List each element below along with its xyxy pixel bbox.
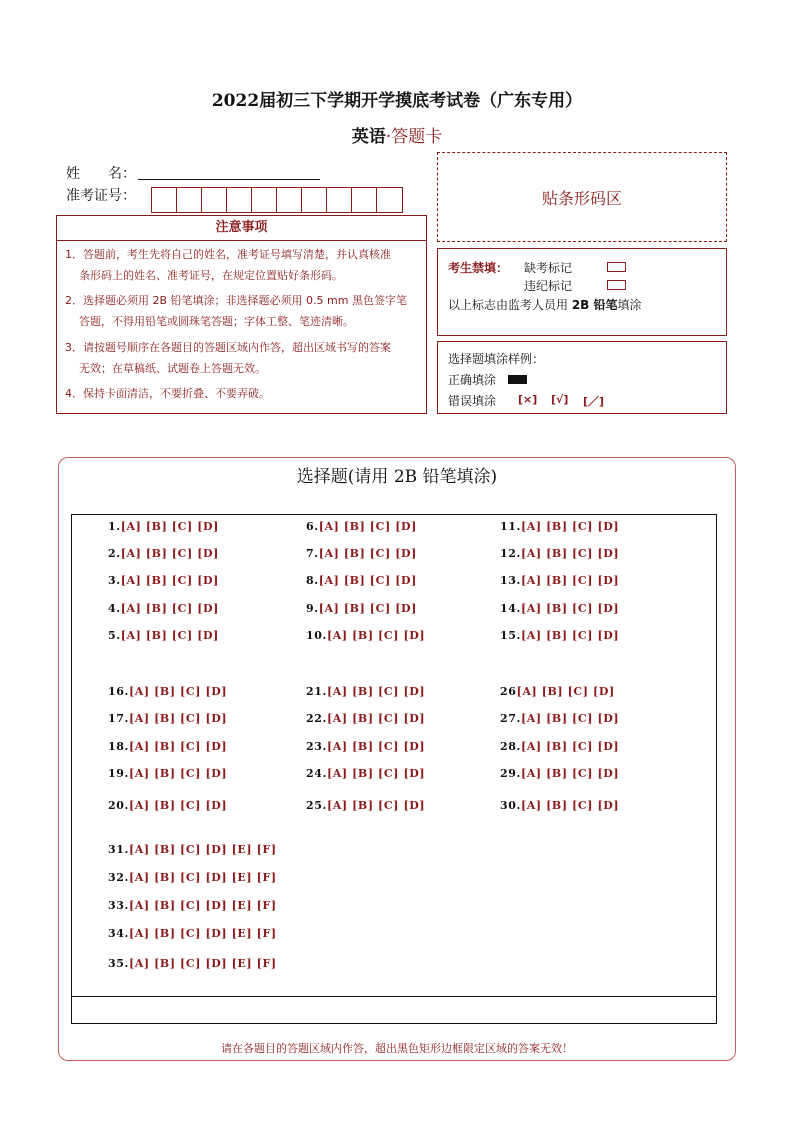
- question-number: 21.: [306, 685, 327, 698]
- answer-options[interactable]: [A] [B] [C] [D]: [520, 602, 620, 615]
- footer-warning: 请在各题目的答题区域内作答，超出黑色矩形边框限定区域的答案无效！: [221, 1042, 573, 1055]
- question-number: 8.: [306, 574, 319, 587]
- question-number: 24.: [306, 767, 327, 780]
- forbidden-note-prefix: 以上标志由监考人员用: [448, 298, 572, 312]
- answer-options[interactable]: [A] [B] [C] [D]: [516, 685, 615, 698]
- answer-options[interactable]: [A] [B] [C] [D]: [520, 629, 620, 642]
- question-item: [306, 685, 425, 698]
- question-item: [108, 520, 219, 533]
- exam-id-digit-box[interactable]: [327, 188, 352, 212]
- notice-item-continuation: 答题，不得用铅笔或圆珠笔答题；字体工整、笔迹清晰。: [79, 315, 354, 328]
- exam-id-boxes[interactable]: [151, 187, 403, 213]
- answer-options[interactable]: [A] [B] [C] [D]: [128, 767, 228, 780]
- notice-heading: 注意事项: [57, 216, 426, 241]
- question-item: [306, 602, 417, 615]
- answer-options[interactable]: [A] [B] [C] [D]: [128, 712, 228, 725]
- question-number: 1.: [108, 520, 121, 533]
- notice-item-text: 4．保持卡面清洁，不要折叠、不要弄破。: [65, 387, 270, 400]
- question-item: [108, 871, 277, 884]
- question-item: [500, 767, 619, 780]
- question-number: 17.: [108, 712, 129, 725]
- subtitle-separator: ·: [385, 127, 392, 147]
- question-number: 3.: [108, 574, 121, 587]
- notice-item-3: [65, 337, 423, 379]
- question-item: [306, 799, 425, 812]
- question-number: 12.: [500, 547, 521, 560]
- notice-item-text: 3．请按题号顺序在各题目的答题区域内作答，超出区域书写的答案: [65, 341, 391, 354]
- question-number: 33.: [108, 899, 129, 912]
- question-item: [108, 547, 219, 560]
- exam-id-digit-box[interactable]: [202, 188, 227, 212]
- answer-options[interactable]: [A] [B] [C] [D]: [326, 767, 426, 780]
- answer-options[interactable]: [A] [B] [C] [D] [E] [F]: [128, 927, 277, 940]
- question-number: 5.: [108, 629, 121, 642]
- wrong-fill-label: 错误填涂: [448, 394, 497, 408]
- card-subtitle: [0, 122, 794, 147]
- card-name: 答题卡: [391, 127, 443, 147]
- question-number: 11.: [500, 520, 521, 533]
- notice-item-2: [65, 290, 423, 332]
- answer-options[interactable]: [A] [B] [C] [D] [E] [F]: [128, 957, 277, 970]
- answer-options[interactable]: [A] [B] [C] [D]: [520, 547, 620, 560]
- exam-id-digit-box[interactable]: [177, 188, 202, 212]
- answer-options[interactable]: [A] [B] [C] [D]: [120, 574, 219, 587]
- question-item: [108, 685, 227, 698]
- question-number: 6.: [306, 520, 319, 533]
- forbidden-label: 考生禁填：: [448, 261, 509, 275]
- exam-id-digit-box[interactable]: [252, 188, 277, 212]
- question-item: [108, 602, 219, 615]
- barcode-area: 贴条形码区: [437, 152, 727, 242]
- question-number: 18.: [108, 740, 129, 753]
- question-number: 19.: [108, 767, 129, 780]
- examinee-forbidden-box: [437, 248, 727, 336]
- question-number: 29.: [500, 767, 521, 780]
- answer-options[interactable]: [A] [B] [C] [D] [E] [F]: [128, 871, 277, 884]
- exam-id-digit-box[interactable]: [377, 188, 402, 212]
- question-number: 7.: [306, 547, 319, 560]
- absent-mark-box[interactable]: [607, 262, 626, 272]
- question-item: [306, 767, 425, 780]
- question-item: [306, 712, 425, 725]
- question-item: [500, 602, 619, 615]
- answer-options[interactable]: [A] [B] [C] [D]: [326, 629, 426, 642]
- answer-options[interactable]: [A] [B] [C] [D] [E] [F]: [128, 843, 277, 856]
- answer-options[interactable]: [A] [B] [C] [D]: [326, 685, 426, 698]
- forbidden-note-suffix: 填涂: [617, 298, 642, 312]
- question-number: 31.: [108, 843, 129, 856]
- question-item: [500, 520, 619, 533]
- answer-options[interactable]: [A] [B] [C] [D]: [128, 799, 228, 812]
- question-number: 9.: [306, 602, 319, 615]
- subject-label: 英语: [351, 127, 386, 147]
- answer-options[interactable]: [A] [B] [C] [D]: [120, 547, 219, 560]
- exam-id-digit-box[interactable]: [227, 188, 252, 212]
- question-item: [108, 740, 227, 753]
- answer-options[interactable]: [A] [B] [C] [D]: [128, 740, 228, 753]
- wrong-mark-slash: [／]: [583, 395, 605, 408]
- exam-id-label: 准考证号：: [66, 188, 136, 204]
- question-item: [306, 547, 417, 560]
- answer-options[interactable]: [A] [B] [C] [D]: [326, 799, 426, 812]
- question-number: 27.: [500, 712, 521, 725]
- question-item: [306, 740, 425, 753]
- question-item: [306, 520, 417, 533]
- answer-options[interactable]: [A] [B] [C] [D]: [326, 740, 426, 753]
- answer-options[interactable]: [A] [B] [C] [D] [E] [F]: [128, 899, 277, 912]
- notice-item-text: 2．选择题必须用 2B 铅笔填涂；非选择题必须用 0.5 mm 黑色签字笔: [65, 294, 407, 307]
- fill-example-box: [437, 341, 727, 414]
- name-label: 姓 名：: [66, 166, 136, 182]
- question-number: 4.: [108, 602, 121, 615]
- question-number: 14.: [500, 602, 521, 615]
- answer-options[interactable]: [A] [B] [C] [D]: [520, 740, 620, 753]
- exam-id-digit-box[interactable]: [277, 188, 302, 212]
- filled-mark-sample: [508, 375, 527, 384]
- answer-options[interactable]: [A] [B] [C] [D]: [318, 520, 417, 533]
- question-item: [108, 927, 277, 940]
- question-number: 34.: [108, 927, 129, 940]
- exam-id-digit-box[interactable]: [352, 188, 377, 212]
- forbidden-note: [448, 296, 642, 313]
- notice-box: [56, 215, 427, 414]
- answer-options[interactable]: [A] [B] [C] [D]: [520, 712, 620, 725]
- question-item: [108, 574, 219, 587]
- question-number: 25.: [306, 799, 327, 812]
- question-item: [108, 843, 277, 856]
- question-item: [108, 767, 227, 780]
- question-number: 26: [500, 685, 517, 698]
- absent-mark-label: 缺考标记: [524, 261, 573, 275]
- wrong-mark-check: [√]: [551, 393, 569, 406]
- question-item: [108, 629, 219, 642]
- question-number: 16.: [108, 685, 129, 698]
- question-item: [500, 685, 615, 698]
- question-item: [108, 799, 227, 812]
- example-title: 选择题填涂样例：: [448, 352, 545, 366]
- section-title: 选择题(请用 2B 铅笔填涂): [296, 467, 498, 487]
- name-input-line[interactable]: [138, 178, 320, 180]
- question-item: [500, 740, 619, 753]
- question-item: [108, 712, 227, 725]
- question-item: [500, 629, 619, 642]
- question-number: 15.: [500, 629, 521, 642]
- answer-options[interactable]: [A] [B] [C] [D]: [128, 685, 228, 698]
- exam-title: 2022届初三下学期开学摸底考试卷（广东专用）: [211, 91, 583, 111]
- violation-mark-box[interactable]: [607, 280, 626, 290]
- question-number: 35.: [108, 957, 129, 970]
- question-number: 10.: [306, 629, 327, 642]
- question-item: [500, 799, 619, 812]
- notice-item-4: [65, 383, 423, 404]
- question-number: 20.: [108, 799, 129, 812]
- answer-options[interactable]: [A] [B] [C] [D]: [520, 767, 620, 780]
- notice-item-text: 1．答题前，考生先将自己的姓名，准考证号填写清楚，并认真核准: [65, 248, 391, 261]
- answer-options[interactable]: [A] [B] [C] [D]: [120, 629, 219, 642]
- question-number: 32.: [108, 871, 129, 884]
- question-item: [108, 899, 277, 912]
- exam-id-digit-box[interactable]: [152, 188, 177, 212]
- correct-fill-label: 正确填涂: [448, 373, 497, 387]
- answer-options[interactable]: [A] [B] [C] [D]: [520, 799, 620, 812]
- answer-options[interactable]: [A] [B] [C] [D]: [520, 574, 620, 587]
- answer-grid-divider: [71, 996, 717, 997]
- answer-options[interactable]: [A] [B] [C] [D]: [120, 602, 219, 615]
- question-number: 30.: [500, 799, 521, 812]
- question-number: 23.: [306, 740, 327, 753]
- question-item: [306, 629, 425, 642]
- question-item: [500, 547, 619, 560]
- violation-mark-label: 违纪标记: [524, 279, 573, 293]
- answer-options[interactable]: [A] [B] [C] [D]: [318, 574, 417, 587]
- question-item: [108, 957, 277, 970]
- exam-id-digit-box[interactable]: [302, 188, 327, 212]
- question-number: 2.: [108, 547, 121, 560]
- notice-item-continuation: 无效；在草稿纸、试题卷上答题无效。: [79, 362, 266, 375]
- forbidden-note-bold: 2B 铅笔: [571, 298, 618, 312]
- question-item: [500, 574, 619, 587]
- question-number: 28.: [500, 740, 521, 753]
- notice-item-continuation: 条形码上的姓名、准考证号，在规定位置贴好条形码。: [79, 269, 343, 282]
- question-item: [306, 574, 417, 587]
- answer-options[interactable]: [A] [B] [C] [D]: [120, 520, 219, 533]
- answer-options[interactable]: [A] [B] [C] [D]: [318, 547, 417, 560]
- question-item: [500, 712, 619, 725]
- wrong-mark-cross: [×]: [518, 393, 538, 406]
- question-number: 13.: [500, 574, 521, 587]
- answer-options[interactable]: [A] [B] [C] [D]: [318, 602, 417, 615]
- question-number: 22.: [306, 712, 327, 725]
- answer-options[interactable]: [A] [B] [C] [D]: [326, 712, 426, 725]
- answer-options[interactable]: [A] [B] [C] [D]: [520, 520, 620, 533]
- notice-item-1: [65, 244, 423, 286]
